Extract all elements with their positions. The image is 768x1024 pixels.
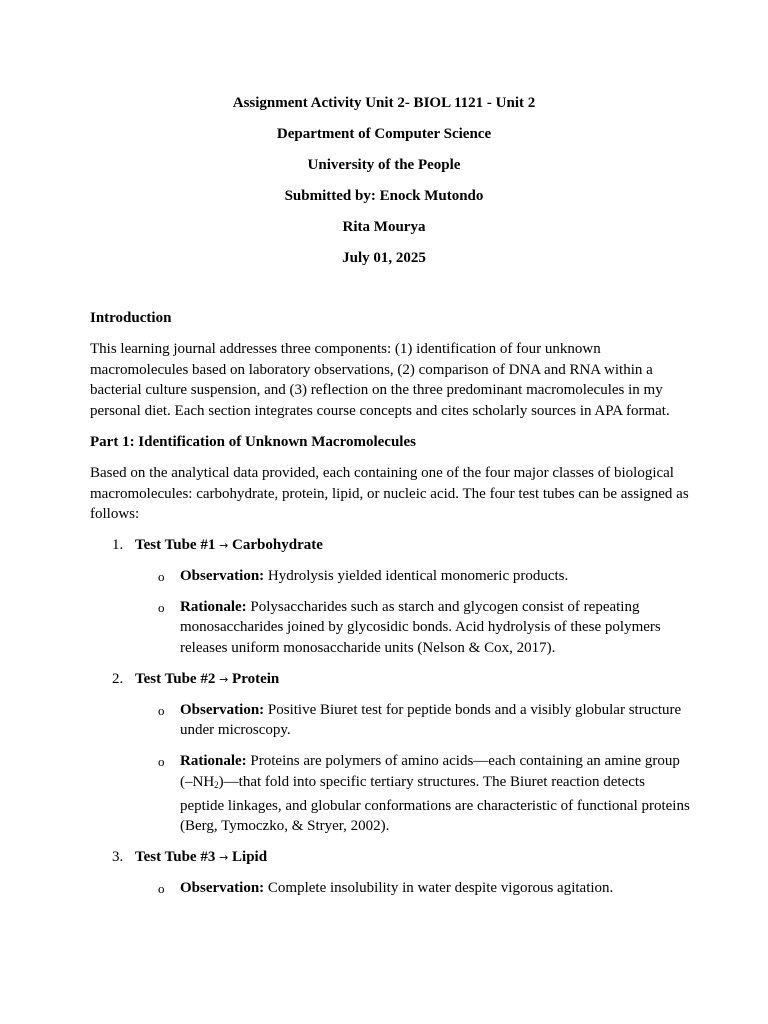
subscript: 2 bbox=[214, 779, 219, 790]
circle-bullet-icon: o bbox=[158, 880, 165, 896]
observation-label: Observation: bbox=[180, 701, 265, 718]
list-item bbox=[90, 847, 690, 899]
rationale-point bbox=[90, 751, 690, 837]
circle-bullet-icon: o bbox=[158, 702, 165, 718]
test-tube-heading bbox=[90, 847, 690, 868]
submission-date: July 01, 2025 bbox=[342, 250, 426, 266]
rationale-text-end: )—that fold into specific tertiary structures. The Biuret reaction detects peptide linkages, and globular conformations are characteristic of functional proteins (Berg, Tymoczko, & Stryer, 2002). bbox=[180, 773, 690, 835]
circle-bullet-icon: o bbox=[158, 568, 165, 584]
submitted-by: Submitted by: Enock Mutondo bbox=[284, 188, 484, 204]
list-number: 3. bbox=[112, 848, 124, 865]
circle-bullet-icon: o bbox=[158, 754, 165, 770]
right-arrow-icon: → bbox=[219, 538, 229, 552]
observation-label: Observation: bbox=[180, 879, 265, 896]
macromolecule-answer: Carbohydrate bbox=[232, 536, 323, 553]
list-item bbox=[90, 669, 690, 837]
observation-text: Complete insolubility in water despite vigorous agitation. bbox=[267, 879, 614, 896]
test-tube-label: Test Tube #1 bbox=[135, 536, 216, 553]
observation-label: Observation: bbox=[180, 567, 265, 584]
test-tube-list bbox=[90, 535, 690, 899]
title-block bbox=[0, 93, 768, 279]
right-arrow-icon: → bbox=[219, 672, 229, 686]
introduction-heading: Introduction bbox=[90, 310, 172, 326]
test-tube-heading bbox=[90, 669, 690, 690]
rationale-text-start: Proteins are polymers of amino acids—each containing an amine group (–NH bbox=[180, 753, 680, 790]
macromolecule-answer: Lipid bbox=[232, 848, 268, 865]
assignment-title: Assignment Activity Unit 2- BIOL 1121 - Unit 2 bbox=[232, 95, 536, 111]
rationale-label: Rationale: bbox=[180, 753, 247, 770]
rationale-label: Rationale: bbox=[180, 598, 247, 615]
list-number: 1. bbox=[112, 536, 124, 553]
macromolecule-answer: Protein bbox=[232, 670, 280, 687]
department: Department of Computer Science bbox=[276, 126, 492, 142]
university: University of the People bbox=[307, 157, 461, 173]
observation-point bbox=[90, 700, 690, 741]
part1-heading: Part 1: Identification of Unknown Macromolecules bbox=[90, 433, 416, 450]
right-arrow-icon: → bbox=[219, 850, 229, 864]
observation-text: Hydrolysis yielded identical monomeric products. bbox=[267, 567, 569, 584]
document-body bbox=[90, 308, 690, 909]
introduction-paragraph: This learning journal addresses three components: (1) identification of four unknown macromolecules based on laboratory observations, (2) comparison of DNA and RNA within a bacterial culture suspension, and (3) reflection on the three predominant macromolecules in my personal diet. Each section integrates course concepts and cites scholarly sources in APA format. bbox=[90, 341, 670, 420]
part1-intro-paragraph: Based on the analytical data provided, each containing one of the four major classes of biological macromolecules: carbohydrate, protein, lipid, or nucleic acid. The four test tubes can be assigned as follows: bbox=[90, 464, 689, 523]
observation-point bbox=[90, 878, 690, 899]
instructor-name: Rita Mourya bbox=[342, 219, 426, 235]
circle-bullet-icon: o bbox=[158, 599, 165, 615]
list-number: 2. bbox=[112, 670, 124, 687]
test-tube-label: Test Tube #3 bbox=[135, 848, 216, 865]
test-tube-label: Test Tube #2 bbox=[135, 670, 216, 687]
observation-text: Positive Biuret test for peptide bonds and a visibly globular structure under microscopy. bbox=[180, 701, 682, 739]
list-item bbox=[90, 535, 690, 659]
rationale-point bbox=[90, 597, 690, 659]
observation-point bbox=[90, 566, 690, 587]
test-tube-heading bbox=[90, 535, 690, 556]
rationale-text: Polysaccharides such as starch and glycogen consist of repeating monosaccharides joined by glycosidic bonds. Acid hydrolysis of these polymers releases uniform monosaccharide units (Nelson & Cox, 2017). bbox=[180, 598, 661, 657]
